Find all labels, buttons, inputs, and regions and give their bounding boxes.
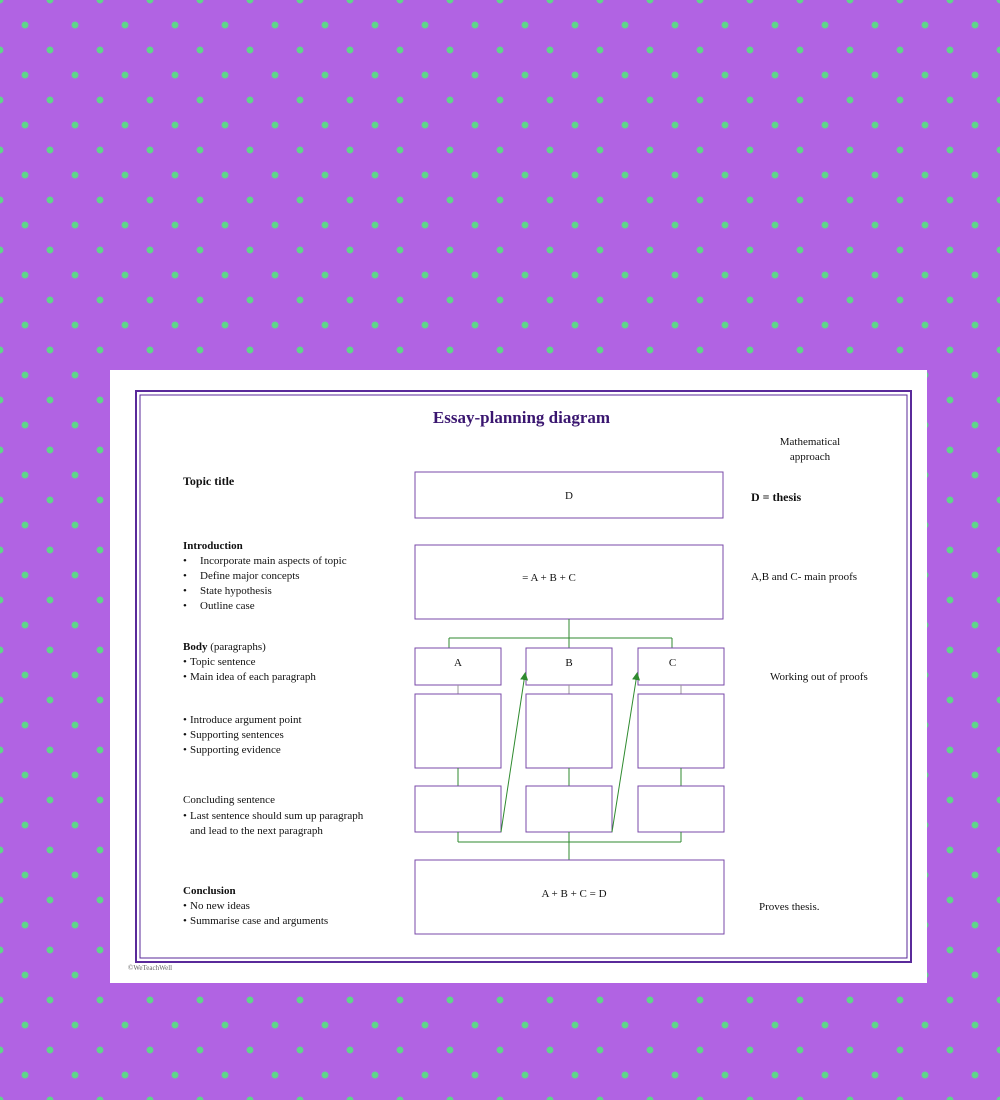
body-heading: Body (paragraphs) <box>183 641 266 653</box>
argument-box-b <box>526 694 612 768</box>
arrow-b-to-c <box>612 674 637 832</box>
topic-label: Topic title <box>183 474 235 488</box>
list-item: • Outline case <box>183 600 255 612</box>
list-item: • State hypothesis <box>183 585 272 597</box>
list-item: • Last sentence should sum up paragraph <box>183 810 364 822</box>
conclusion-right: Proves thesis. <box>759 901 820 913</box>
column-header: Mathematical approach <box>779 436 841 463</box>
body-right: Working out of proofs <box>770 671 868 683</box>
argument-bullets <box>183 713 302 758</box>
column-label-a: A <box>454 657 462 669</box>
concluding-box-c <box>638 786 724 832</box>
topic-box-label: D <box>565 490 573 502</box>
list-item: • Main idea of each paragraph <box>183 671 316 683</box>
arrow-a-to-b <box>501 674 525 832</box>
body-top-connector <box>449 619 672 648</box>
body-bullets <box>183 655 316 685</box>
diagram-card <box>110 370 927 983</box>
argument-box-a <box>415 694 501 768</box>
list-item: • Supporting evidence <box>183 744 281 756</box>
concluding-bullets <box>183 809 363 839</box>
list-item: • No new ideas <box>183 900 250 912</box>
conclusion-bullets <box>183 899 328 929</box>
column-label-b: B <box>565 657 573 669</box>
intro-bullets <box>183 554 347 614</box>
intro-box-label: = A + B + C <box>522 572 576 584</box>
intro-right: A,B and C- main proofs <box>751 571 858 583</box>
concluding-heading: Concluding sentence <box>183 794 275 806</box>
intro-heading: Introduction <box>183 540 243 552</box>
list-item: • Topic sentence <box>183 656 256 668</box>
concluding-box-b <box>526 786 612 832</box>
list-item: • Summarise case and arguments <box>183 915 329 927</box>
list-item: and lead to the next paragraph <box>190 825 323 837</box>
list-item: • Supporting sentences <box>183 729 284 741</box>
copyright-note: ©WeTeachWell <box>128 964 173 972</box>
argument-box-c <box>638 694 724 768</box>
diagram-title: Essay-planning diagram <box>432 408 611 427</box>
list-item: • Incorporate main aspects of topic <box>183 555 347 567</box>
list-item: • Define major concepts <box>183 570 300 582</box>
concluding-box-a <box>415 786 501 832</box>
body-bottom-connector <box>458 832 681 860</box>
column-label-c: C <box>668 657 677 669</box>
list-item: • Introduce argument point <box>183 714 302 726</box>
conclusion-heading: Conclusion <box>183 885 236 897</box>
conclusion-box-label: A + B + C = D <box>541 888 607 900</box>
topic-right: D = thesis <box>751 490 802 504</box>
